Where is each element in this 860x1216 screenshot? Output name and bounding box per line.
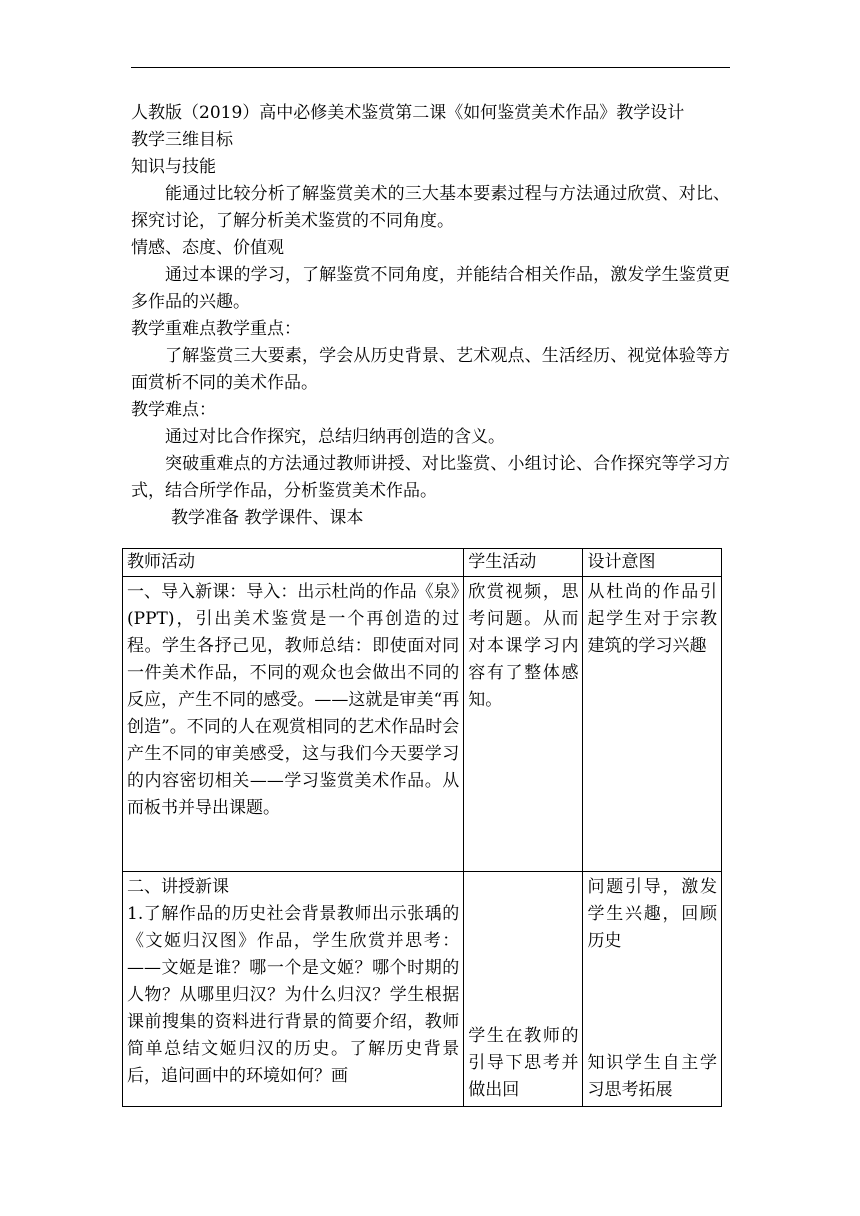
new-lesson-heading: 二、讲授新课 bbox=[127, 877, 229, 897]
difficulty-heading: 教学难点： bbox=[131, 400, 216, 420]
emotion-heading: 情感、态度、价值观 bbox=[131, 238, 284, 258]
goals-heading: 教学三维目标 bbox=[131, 130, 233, 150]
student-activity-cell bbox=[464, 872, 583, 1107]
intent-bottom-text: 知识学生自主学习思考拓展 bbox=[587, 1053, 717, 1100]
emotion-text: 通过本课的学习，了解鉴赏不同角度，并能结合相关作品，激发学生鉴赏更多作品的兴趣。 bbox=[131, 265, 730, 312]
method-text: 突破重难点的方法通过教师讲授、对比鉴赏、小组讨论、合作探究等学习方式，结合所学作品，分析鉴赏美术作品。 bbox=[131, 454, 730, 501]
intent-top-text: 问题引导，激发学生兴趣，回顾历史 bbox=[587, 877, 717, 951]
student-activity-text: 学生在教师的引导下思考并做出回 bbox=[468, 1026, 579, 1100]
document-body bbox=[131, 100, 730, 532]
key-points-text: 了解鉴赏三大要素，学会从历史背景、艺术观点、生活经历、视觉体验等方面赏析不同的美术作品。 bbox=[131, 346, 730, 393]
student-activity-cell: 欣赏视频，思考问题。从而对本课学习内容有了整体感知。 bbox=[464, 577, 583, 872]
table-header-row bbox=[123, 549, 722, 577]
new-lesson-text: 1.了解作品的历史社会背景教师出示张瑀的《文姬归汉图》作品，学生欣赏并思考：——文姬是谁？哪一个是文姬？哪个时期的人物？从哪里归汉？为什么归汉？学生根据课前搜集的资料进行背景的简要介绍，教师简单总结文姬归汉的历史。了解历史背景后，追问画中的环境如何？画 bbox=[127, 904, 460, 1086]
knowledge-text: 能通过比较分析了解鉴赏美术的三大基本要素过程与方法通过欣赏、对比、探究讨论，了解分析美术鉴赏的不同角度。 bbox=[131, 184, 730, 231]
intent-cell-layout bbox=[587, 874, 717, 1104]
teacher-activity-cell bbox=[123, 872, 464, 1107]
key-points-heading: 教学重难点教学重点： bbox=[131, 319, 301, 339]
document-title: 人教版（2019）高中必修美术鉴赏第二课《如何鉴赏美术作品》教学设计 bbox=[131, 103, 685, 123]
header-teacher-activity: 教师活动 bbox=[123, 549, 464, 577]
preparation-text: 教学准备 教学课件、课本 bbox=[171, 508, 364, 528]
header-design-intent: 设计意图 bbox=[583, 549, 722, 577]
design-intent-cell bbox=[583, 872, 722, 1107]
teacher-activity-cell: 一、导入新课：导入：出示杜尚的作品《泉》(PPT)，引出美术鉴赏是一个再创造的过程。学生各抒己见，教师总结：即使面对同一件美术作品，不同的观众也会做出不同的反应，产生不同的感受。——这就是审美“再创造”。不同的人在观赏相同的艺术作品时会产生不同的审美感受，这与我们今天要学习的内容密切相关——学习鉴赏美术作品。从而板书并导出课题。 bbox=[123, 577, 464, 872]
table-row bbox=[123, 872, 722, 1107]
knowledge-heading: 知识与技能 bbox=[131, 157, 216, 177]
design-intent-cell: 从杜尚的作品引起学生对于宗教建筑的学习兴趣 bbox=[583, 577, 722, 872]
difficulty-text: 通过对比合作探究，总结归纳再创造的含义。 bbox=[165, 427, 505, 447]
table-row bbox=[123, 577, 722, 872]
header-student-activity: 学生活动 bbox=[464, 549, 583, 577]
lesson-plan-table bbox=[122, 548, 722, 1107]
student-cell-layout bbox=[468, 874, 578, 1104]
header-rule bbox=[131, 67, 730, 68]
